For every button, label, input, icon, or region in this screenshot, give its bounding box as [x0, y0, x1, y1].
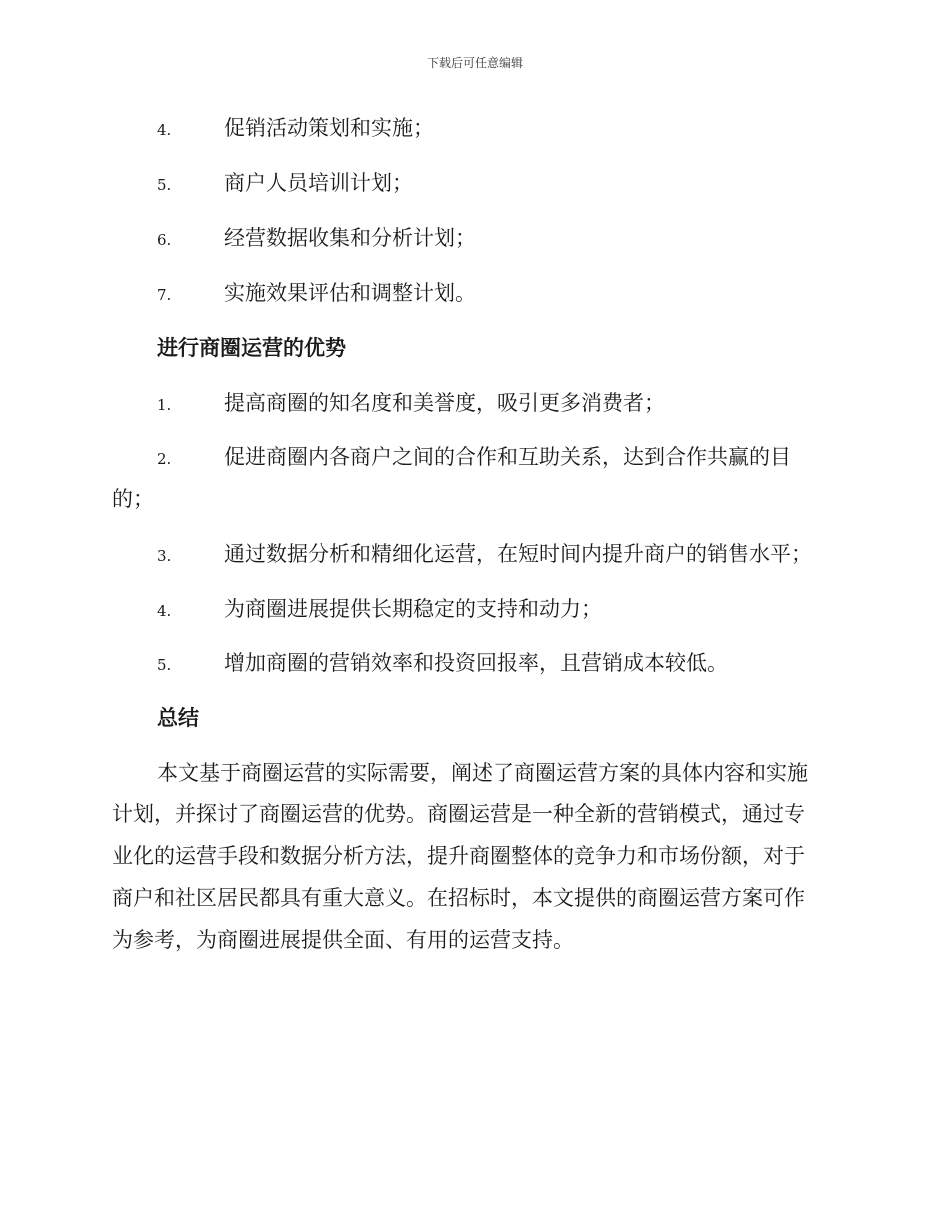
list-item-number: 4. — [157, 602, 172, 620]
list-item-text: 增加商圈的营销效率和投资回报率，且营销成本较低。 — [224, 651, 728, 675]
list-item-text: 为商圈进展提供长期稳定的支持和动力； — [224, 597, 602, 621]
list-item-continuation: 的； — [112, 487, 154, 511]
section-heading-advantages: 进行商圈运营的优势 — [157, 336, 346, 360]
list-item-text: 促进商圈内各商户之间的合作和互助关系，达到合作共赢的目 — [224, 445, 791, 469]
summary-line: 业化的运营手段和数据分析方法，提升商圈整体的竞争力和市场份额，对于 — [112, 844, 805, 868]
summary-line: 本文基于商圈运营的实际需要，阐述了商圈运营方案的具体内容和实施 — [157, 761, 808, 785]
list-item-text: 通过数据分析和精细化运营，在短时间内提升商户的销售水平； — [224, 542, 812, 566]
summary-line: 计划，并探讨了商圈运营的优势。商圈运营是一种全新的营销模式，通过专 — [112, 802, 805, 826]
list-item-number: 1. — [157, 396, 172, 414]
list-item-text: 实施效果评估和调整计划。 — [224, 281, 476, 305]
list-item-number: 5. — [157, 656, 172, 674]
summary-line: 商户和社区居民都具有重大意义。在招标时，本文提供的商圈运营方案可作 — [112, 886, 805, 910]
list-item-text: 商户人员培训计划； — [224, 171, 413, 195]
list-item-number: 4. — [157, 121, 172, 139]
list-item-number: 3. — [157, 547, 172, 565]
list-item-text: 提高商圈的知名度和美誉度，吸引更多消费者； — [224, 391, 665, 415]
page-header: 下载后可任意编辑 — [426, 56, 523, 70]
list-item-text: 经营数据收集和分析计划； — [224, 226, 476, 250]
list-item-number: 7. — [157, 286, 172, 304]
list-item-text: 促销活动策划和实施； — [224, 116, 434, 140]
list-item-number: 6. — [157, 231, 172, 249]
list-item-number: 2. — [157, 450, 172, 468]
list-item-number: 5. — [157, 176, 172, 194]
section-heading-summary: 总结 — [157, 706, 199, 730]
summary-line: 为参考，为商圈进展提供全面、有用的运营支持。 — [112, 928, 574, 952]
